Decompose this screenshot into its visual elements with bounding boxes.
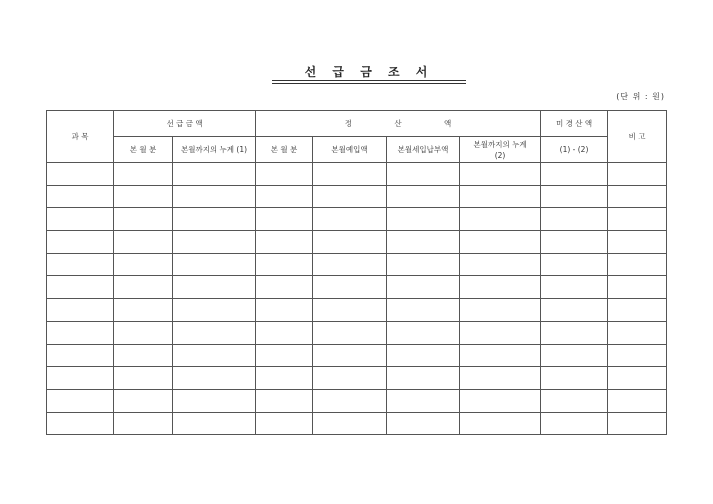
table-cell[interactable]: [608, 253, 667, 276]
table-cell[interactable]: [256, 163, 313, 186]
header-cumulative-1: 본월까지의 누계 (1): [173, 137, 256, 163]
unit-label: (단 위 : 원): [616, 92, 665, 101]
table-cell[interactable]: [460, 208, 541, 231]
header-monthly-receipt: 본월예입액: [313, 137, 387, 163]
table-cell[interactable]: [173, 185, 256, 208]
table-row: [47, 185, 667, 208]
table-row: [47, 344, 667, 367]
header-unsettled: 미 경 산 액: [541, 111, 608, 137]
table-cell[interactable]: [387, 321, 460, 344]
table-cell[interactable]: [313, 208, 387, 231]
table-cell[interactable]: [256, 367, 313, 390]
table-cell[interactable]: [256, 389, 313, 412]
table-row: [47, 208, 667, 231]
table-cell[interactable]: [608, 163, 667, 186]
table-cell[interactable]: [173, 253, 256, 276]
table-cell[interactable]: [114, 276, 173, 299]
table-cell[interactable]: [173, 344, 256, 367]
table-cell[interactable]: [387, 185, 460, 208]
table-row: [47, 367, 667, 390]
document-title: 선 급 금 조 서: [304, 65, 434, 79]
table-cell[interactable]: [256, 321, 313, 344]
table-cell[interactable]: [608, 344, 667, 367]
table-cell[interactable]: [608, 231, 667, 254]
table-cell[interactable]: [541, 208, 608, 231]
table-cell[interactable]: [114, 299, 173, 322]
table-cell[interactable]: [608, 208, 667, 231]
table-cell[interactable]: [460, 412, 541, 435]
table-cell[interactable]: [173, 231, 256, 254]
table-cell[interactable]: [460, 163, 541, 186]
title-underline: [272, 80, 466, 84]
table-cell[interactable]: [313, 389, 387, 412]
table-cell[interactable]: [313, 276, 387, 299]
header-cumulative-2-line1: 본월까지의 누계: [473, 139, 527, 149]
table-cell[interactable]: [256, 276, 313, 299]
table-cell[interactable]: [256, 412, 313, 435]
table-body: [47, 163, 667, 435]
table-cell[interactable]: [608, 321, 667, 344]
table-cell[interactable]: [541, 276, 608, 299]
header-current-month: 본 월 분: [114, 137, 173, 163]
table-cell[interactable]: [608, 367, 667, 390]
table-cell[interactable]: [173, 163, 256, 186]
table-cell[interactable]: [387, 344, 460, 367]
table-cell[interactable]: [387, 367, 460, 390]
header-subject: 과 목: [47, 111, 114, 163]
table-cell[interactable]: [460, 276, 541, 299]
table-cell[interactable]: [460, 344, 541, 367]
header-settlement-label: 정 산 액: [344, 119, 452, 128]
table-cell[interactable]: [47, 344, 114, 367]
table-cell[interactable]: [541, 321, 608, 344]
table-cell[interactable]: [256, 344, 313, 367]
table-row: [47, 321, 667, 344]
table-row: [47, 163, 667, 186]
table-row: [47, 276, 667, 299]
table-row: [47, 389, 667, 412]
table-cell[interactable]: [608, 276, 667, 299]
header-advance-amount: 선 급 금 액: [114, 111, 256, 137]
table-cell[interactable]: [47, 367, 114, 390]
table-cell[interactable]: [256, 185, 313, 208]
table-row: [47, 299, 667, 322]
table-cell[interactable]: [47, 185, 114, 208]
table-cell[interactable]: [173, 321, 256, 344]
table-cell[interactable]: [47, 163, 114, 186]
table-cell[interactable]: [313, 299, 387, 322]
table-cell[interactable]: [541, 412, 608, 435]
table-cell[interactable]: [460, 367, 541, 390]
table-cell[interactable]: [608, 185, 667, 208]
table-cell[interactable]: [387, 163, 460, 186]
table-cell[interactable]: [541, 253, 608, 276]
table-cell[interactable]: [541, 344, 608, 367]
table-cell[interactable]: [173, 389, 256, 412]
table-cell[interactable]: [47, 276, 114, 299]
table-cell[interactable]: [47, 299, 114, 322]
table-cell[interactable]: [460, 299, 541, 322]
table-cell[interactable]: [313, 412, 387, 435]
table-cell[interactable]: [47, 253, 114, 276]
table-cell[interactable]: [47, 321, 114, 344]
table-cell[interactable]: [114, 185, 173, 208]
table-cell[interactable]: [541, 231, 608, 254]
table-cell[interactable]: [541, 299, 608, 322]
table-cell[interactable]: [387, 389, 460, 412]
table-cell[interactable]: [460, 185, 541, 208]
table-cell[interactable]: [173, 412, 256, 435]
table-cell[interactable]: [256, 231, 313, 254]
table-cell[interactable]: [541, 163, 608, 186]
table-cell[interactable]: [460, 389, 541, 412]
table-cell[interactable]: [114, 321, 173, 344]
table-cell[interactable]: [608, 299, 667, 322]
table-cell[interactable]: [47, 231, 114, 254]
table-cell[interactable]: [387, 231, 460, 254]
header-diff: (1) - (2): [541, 137, 608, 163]
table-cell[interactable]: [313, 231, 387, 254]
table-cell[interactable]: [173, 208, 256, 231]
table-cell[interactable]: [541, 185, 608, 208]
table-cell[interactable]: [387, 208, 460, 231]
table-cell[interactable]: [114, 367, 173, 390]
table-cell[interactable]: [608, 412, 667, 435]
table-cell[interactable]: [387, 276, 460, 299]
header-current-month-2: 본 월 분: [256, 137, 313, 163]
table-cell[interactable]: [173, 276, 256, 299]
table-cell[interactable]: [387, 299, 460, 322]
table-cell[interactable]: [313, 321, 387, 344]
table-cell[interactable]: [114, 253, 173, 276]
table-cell[interactable]: [460, 253, 541, 276]
table-cell[interactable]: [313, 163, 387, 186]
table-cell[interactable]: [47, 208, 114, 231]
table-cell[interactable]: [541, 389, 608, 412]
table-cell[interactable]: [541, 367, 608, 390]
table-cell[interactable]: [313, 253, 387, 276]
table-cell[interactable]: [256, 299, 313, 322]
table-cell[interactable]: [47, 412, 114, 435]
table-row: [47, 231, 667, 254]
table-cell[interactable]: [114, 389, 173, 412]
table-cell[interactable]: [173, 299, 256, 322]
table-cell[interactable]: [114, 163, 173, 186]
header-cumulative-2: [460, 137, 541, 163]
table-cell[interactable]: [387, 253, 460, 276]
table-cell[interactable]: [114, 344, 173, 367]
header-monthly-tax-payment: 본월세입납부액: [387, 137, 460, 163]
header-remarks: 비 고: [608, 111, 667, 163]
table-cell[interactable]: [460, 231, 541, 254]
table-cell[interactable]: [313, 344, 387, 367]
header-cumulative-2-line2: (2): [494, 150, 506, 160]
header-settlement: [256, 111, 541, 137]
table-cell[interactable]: [313, 367, 387, 390]
table-row: [47, 253, 667, 276]
table-row: [47, 412, 667, 435]
table-cell[interactable]: [256, 253, 313, 276]
table-cell[interactable]: [114, 208, 173, 231]
table-cell[interactable]: [608, 389, 667, 412]
table-cell[interactable]: [114, 412, 173, 435]
table-cell[interactable]: [256, 208, 313, 231]
table-cell[interactable]: [313, 185, 387, 208]
table-cell[interactable]: [387, 412, 460, 435]
advance-payment-table: [46, 110, 667, 435]
table-cell[interactable]: [47, 389, 114, 412]
table-cell[interactable]: [173, 367, 256, 390]
table-cell[interactable]: [114, 231, 173, 254]
table-cell[interactable]: [460, 321, 541, 344]
